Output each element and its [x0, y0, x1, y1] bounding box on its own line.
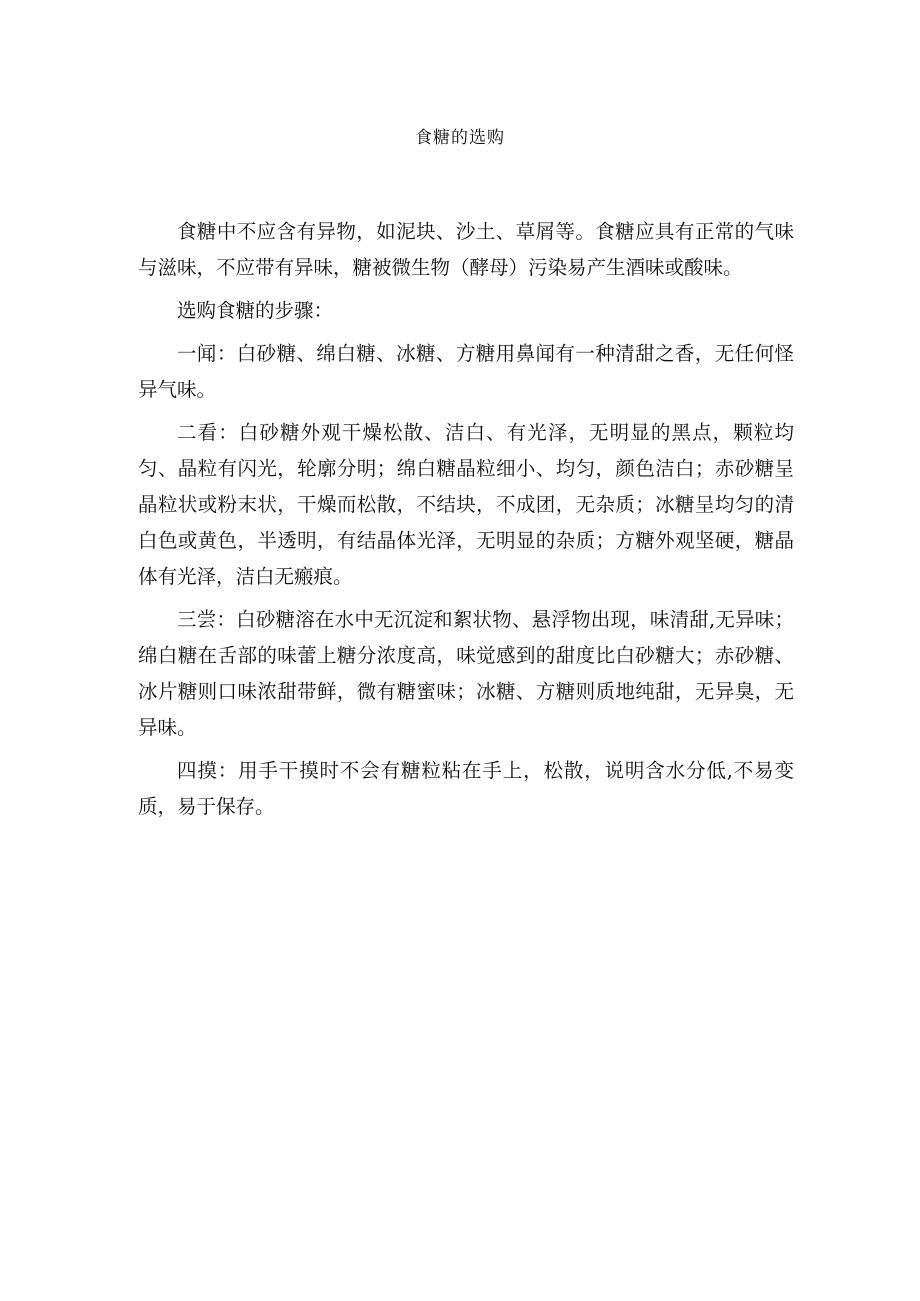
steps-heading-paragraph: 选购食糖的步骤：	[177, 299, 334, 322]
intro-paragraph: 食糖中不应含有异物，如泥块、沙土、草屑等。食糖应具有正常的气味与滋味，不应带有异味，糖被微生物（酵母）污染易产生酒味或酸味。	[138, 220, 794, 279]
step-look-paragraph: 二看：白砂糖外观干燥松散、洁白、有光泽，无明显的黑点，颗粒均匀、晶粒有闪光，轮廓分明；绵白糖晶粒细小、均匀，颜色洁白；赤砂糖呈晶粒状或粉末状，干燥而松散，不结块，不成团，无杂质；冰糖呈均匀的清白色或黄色，半透明，有结晶体光泽，无明显的杂质；方糖外观坚硬，糖晶体有光泽，洁白无瘢痕。	[138, 421, 794, 588]
step-smell-paragraph: 一闻：白砂糖、绵白糖、冰糖、方糖用鼻闻有一种清甜之香，无任何怪异气味。	[138, 342, 794, 401]
document-body	[138, 214, 794, 832]
page-title: 食糖的选购	[415, 128, 505, 148]
step-touch-paragraph: 四摸：用手干摸时不会有糖粒粘在手上，松散，说明含水分低,不易变质，易于保存。	[138, 759, 794, 818]
step-taste-paragraph: 三尝：白砂糖溶在水中无沉淀和絮状物、悬浮物出现，味清甜,无异味；绵白糖在舌部的味蕾上糖分浓度高，味觉感到的甜度比白砂糖大；赤砂糖、冰片糖则口味浓甜带鲜，微有糖蜜味；冰糖、方糖则质地纯甜，无异臭，无异味。	[138, 608, 794, 739]
